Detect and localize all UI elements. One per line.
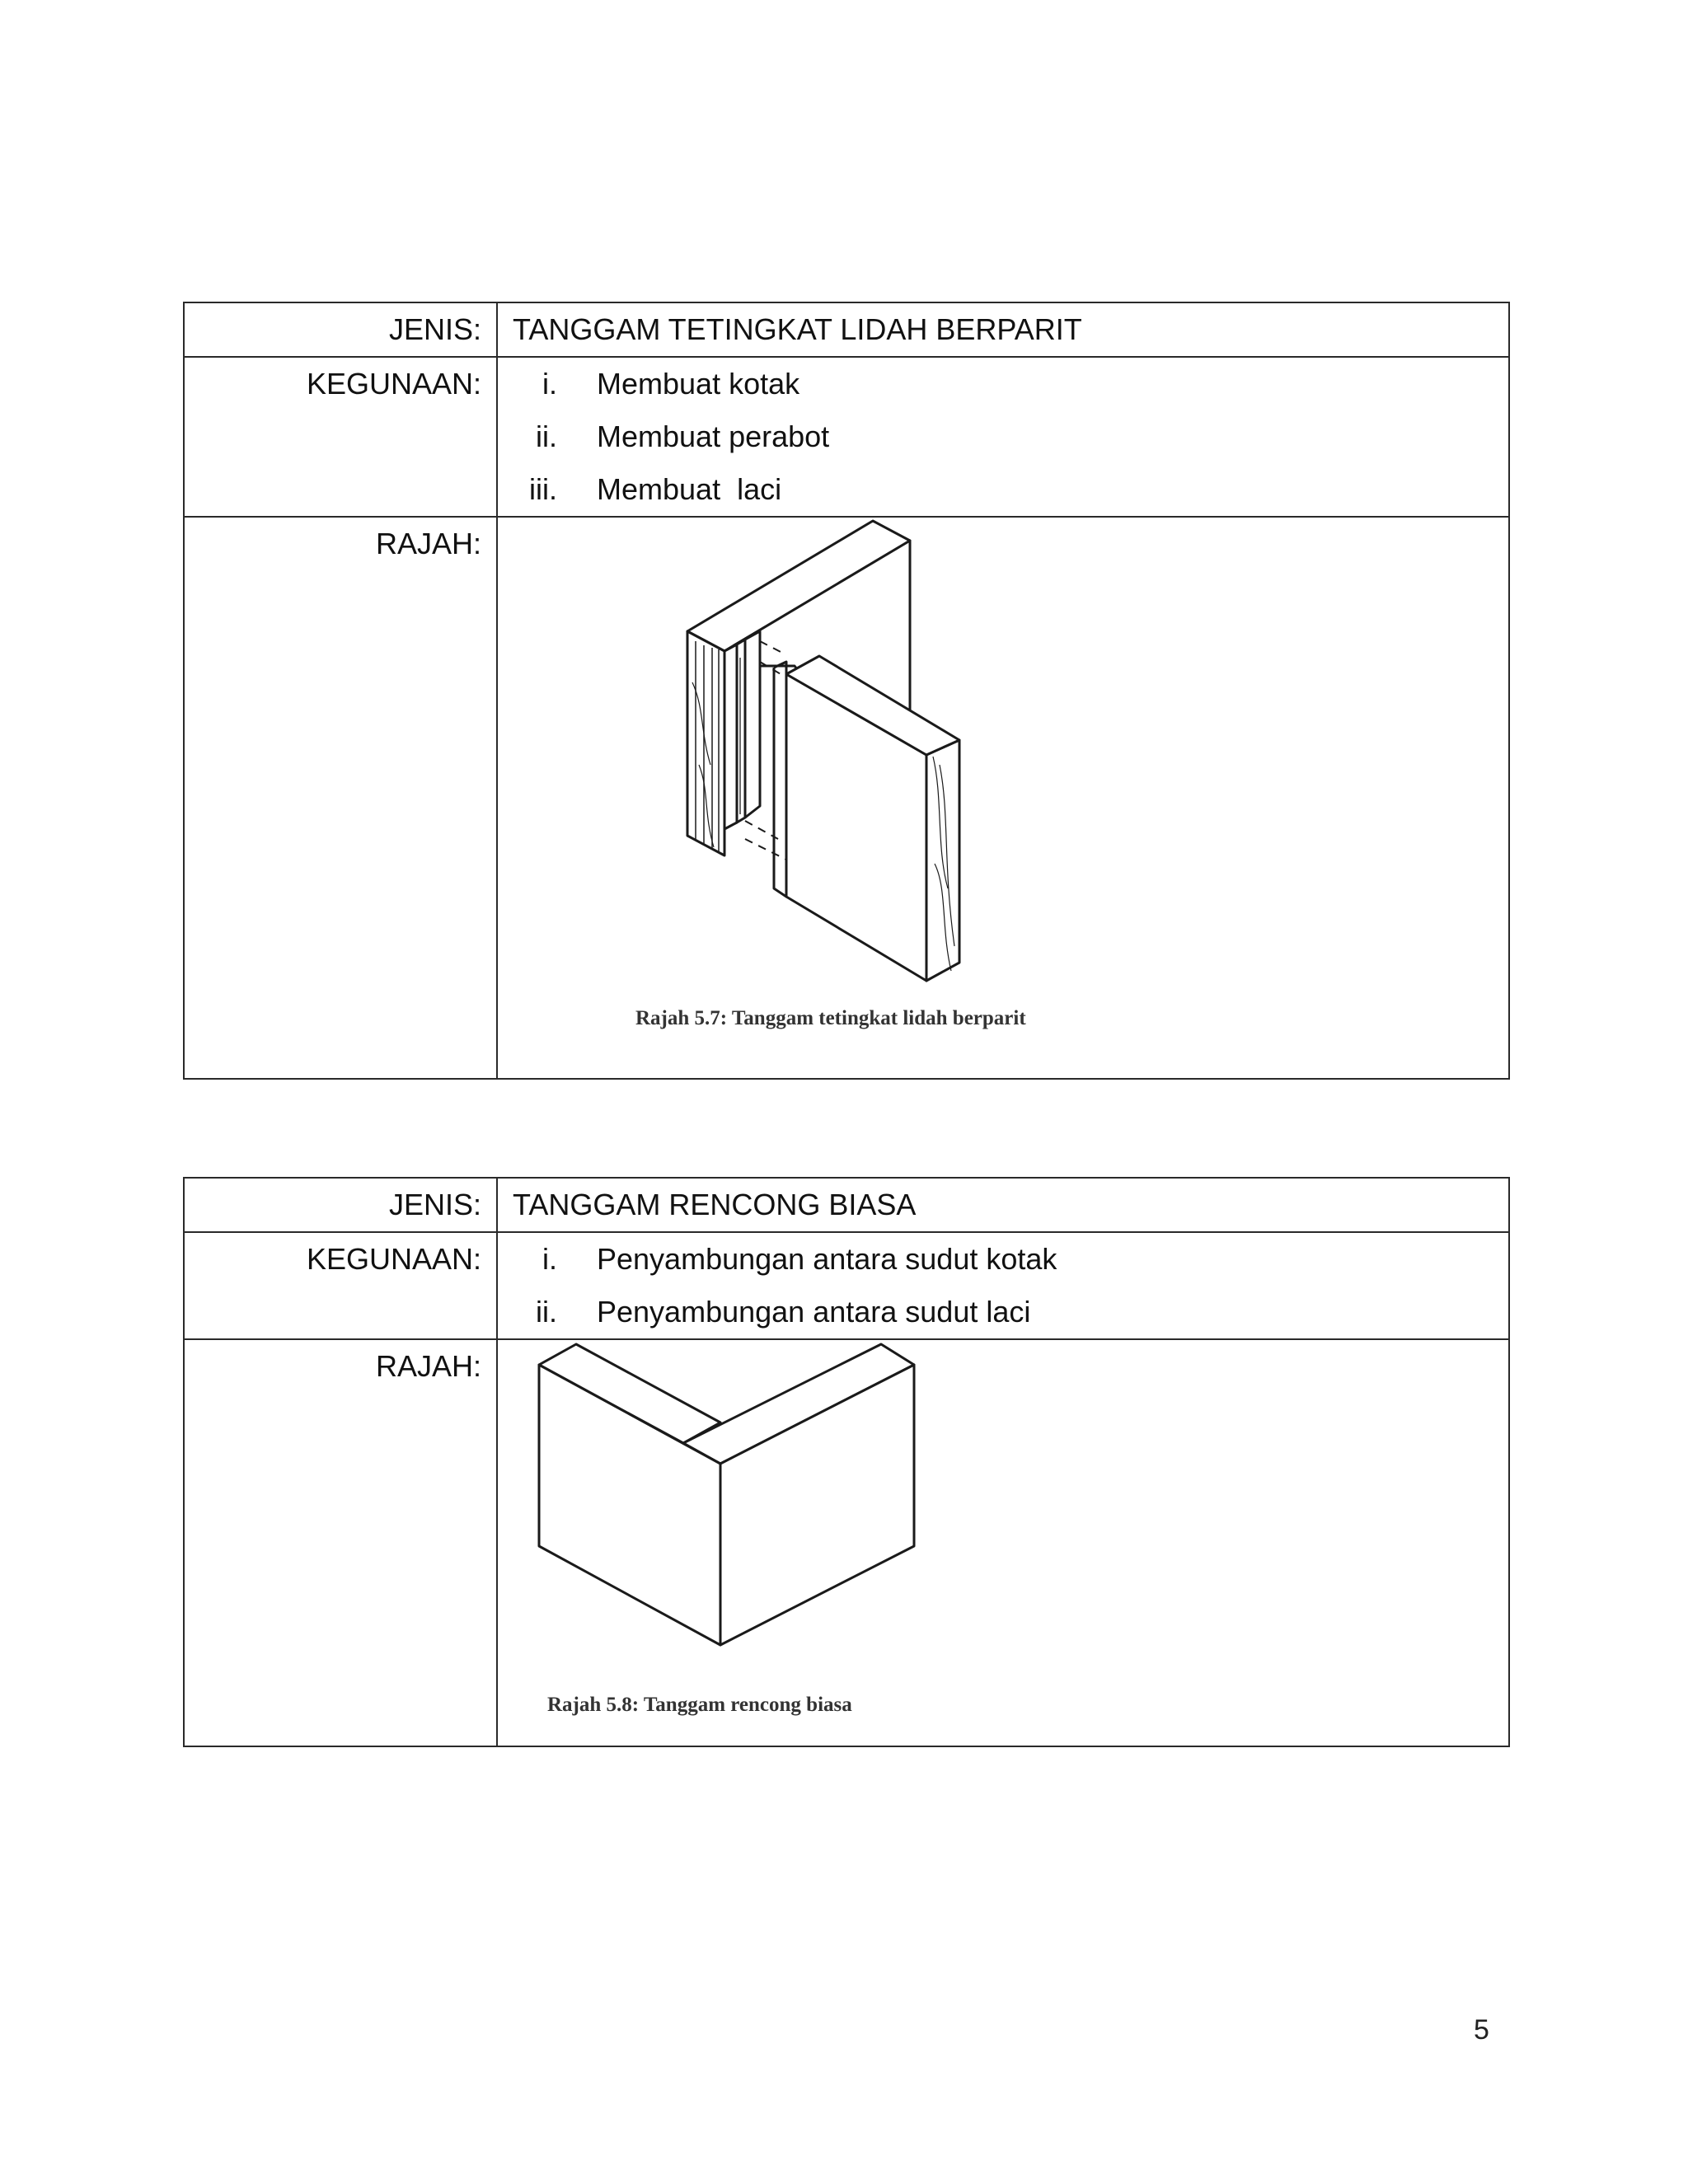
page-number: 5 [1474,2014,1489,2046]
kegunaan-list-cell [497,357,1509,517]
list-item-text: Penyambungan antara sudut laci [597,1295,1031,1329]
row-rajah [184,1339,1509,1746]
list-item-text: Membuat kotak [597,367,800,401]
mitre-joint-illustration [498,1340,1508,1746]
rajah-figure-cell [497,1339,1509,1746]
jenis-label: JENIS: [184,1178,497,1232]
rajah-figure-cell [497,517,1509,1079]
figure-tongue-groove-joint [498,518,1508,1078]
figure-caption: Rajah 5.8: Tanggam rencong biasa [547,1694,852,1716]
row-rajah [184,517,1509,1079]
figure-mitre-joint [498,1340,1508,1746]
rajah-label: RAJAH: [184,1339,497,1746]
kegunaan-list [498,358,1508,516]
list-item-number: i. [542,1242,557,1276]
jenis-value: TANGGAM TETINGKAT LIDAH BERPARIT [497,302,1509,357]
list-item [498,358,1508,410]
row-jenis [184,1178,1509,1232]
list-item-number: ii. [536,419,557,453]
list-item [498,410,1508,463]
kegunaan-list [498,1233,1508,1338]
figure-caption: Rajah 5.7: Tanggam tetingkat lidah berparit [635,1007,1026,1029]
rajah-label: RAJAH: [184,517,497,1079]
list-item-text: Penyambungan antara sudut kotak [597,1242,1057,1276]
list-item-text: Membuat laci [597,472,782,506]
list-item [498,463,1508,516]
kegunaan-label: KEGUNAAN: [184,357,497,517]
row-jenis [184,302,1509,357]
row-kegunaan [184,1232,1509,1339]
jenis-label: JENIS: [184,302,497,357]
list-item-text: Membuat perabot [597,419,830,453]
kegunaan-label: KEGUNAAN: [184,1232,497,1339]
list-item [498,1286,1508,1338]
kegunaan-list-cell [497,1232,1509,1339]
list-item [498,1233,1508,1286]
list-item-number: iii. [529,472,557,506]
row-kegunaan [184,357,1509,517]
tongue-groove-joint-illustration [498,518,1508,1078]
joint-table-2 [183,1177,1510,1747]
tongue [724,644,737,829]
list-item-number: ii. [536,1295,557,1329]
list-item-number: i. [542,367,557,401]
jenis-value: TANGGAM RENCONG BIASA [497,1178,1509,1232]
joint-table-1 [183,302,1510,1080]
